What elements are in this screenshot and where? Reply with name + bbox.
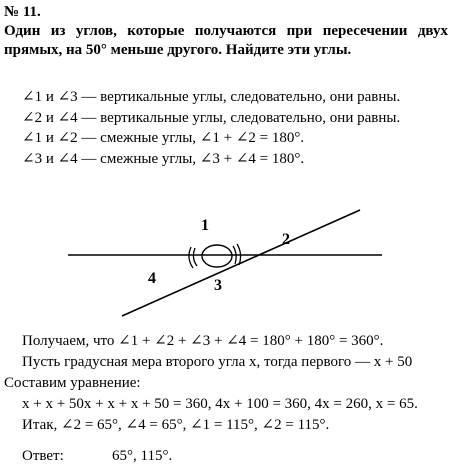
problem-number: № 11. xyxy=(4,4,41,20)
problem-statement-line-1: Один из углов, которые получаются при пересечении двух xyxy=(4,23,448,39)
angle-4-mark-a xyxy=(193,248,197,266)
fact-1: ∠1 и ∠3 — вертикальные углы, следовательно, они равны. xyxy=(22,89,401,105)
solution-line-2: Пусть градусная мера второго угла x, тогда первого — x + 50 xyxy=(22,354,413,370)
fact-4: ∠3 и ∠4 — смежные углы, ∠3 + ∠4 = 180°. xyxy=(22,151,305,167)
solution-line-1: Получаем, что ∠1 + ∠2 + ∠3 + ∠4 = 180° + 180° = 360°. xyxy=(22,333,384,349)
angle-label-1: 1 xyxy=(201,217,209,234)
angle-arc xyxy=(202,245,232,267)
solution-line-4: x + x + 50x + x + x + 50 = 360, 4x + 100 = 360, 4x = 260, x = 65. xyxy=(22,396,418,412)
angle-label-4: 4 xyxy=(148,270,156,287)
fact-3: ∠1 и ∠2 — смежные углы, ∠1 + ∠2 = 180°. xyxy=(22,130,305,146)
angle-label-2: 2 xyxy=(282,231,290,248)
slanted-line xyxy=(122,210,360,316)
angle-label-3: 3 xyxy=(214,277,222,294)
solution-line-3: Составим уравнение: xyxy=(4,375,141,391)
answer-value: 65°, 115°. xyxy=(112,448,173,464)
problem-statement-line-2: прямых, на 50° меньше другого. Найдите эти углы. xyxy=(4,42,352,58)
solution-line-5: Итак, ∠2 = 65°, ∠4 = 65°, ∠1 = 115°, ∠2 = 115°. xyxy=(22,417,330,433)
fact-2: ∠2 и ∠4 — вертикальные углы, следовательно, они равны. xyxy=(22,110,401,126)
intersecting-lines-diagram xyxy=(60,208,390,320)
answer-label: Ответ: xyxy=(22,448,64,464)
angle-4-mark-b xyxy=(189,247,193,268)
